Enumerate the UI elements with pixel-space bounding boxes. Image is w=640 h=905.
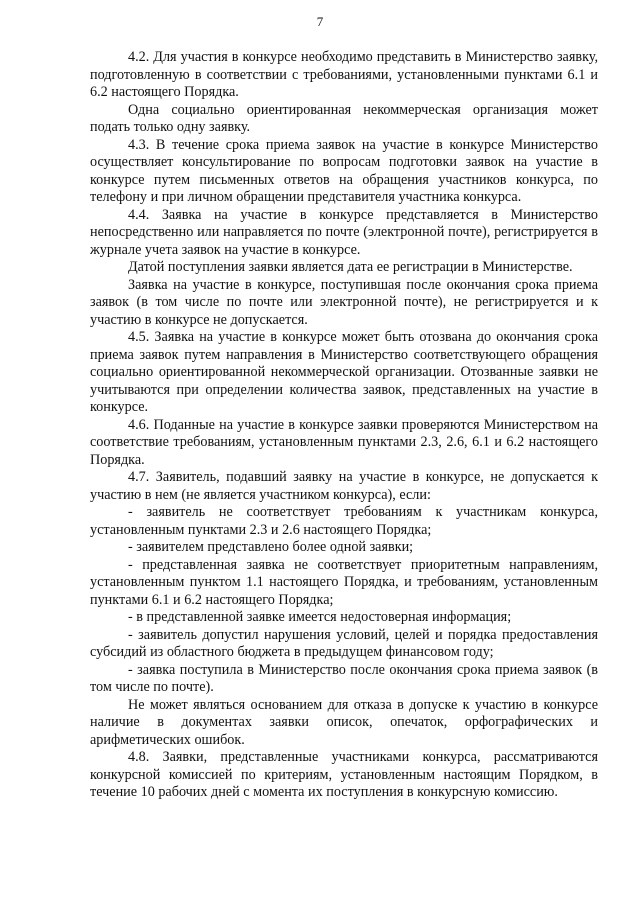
paragraph: 4.8. Заявки, представленные участниками конкурса, рассматриваются конкурсной комиссией по критериям, установленным настоящим Порядком, в течение 10 рабочих дней с момента их поступления в конкурсную комиссию. [90, 749, 598, 800]
document-body [90, 49, 598, 802]
paragraph: 4.4. Заявка на участие в конкурсе представляется в Министерство непосредственно или направляется по почте (электронной почте), регистрируется в журнале учета заявок на участие в конкурсе. [90, 206, 598, 258]
paragraph: 4.3. В течение срока приема заявок на участие в конкурсе Министерство осуществляет консультирование по вопросам подготовки заявок на участие в конкурсе путем письменных ответов на обращения участников конкурса, по телефону и при личном обращении представителя участника конкурса. [90, 136, 598, 205]
paragraph: Заявка на участие в конкурсе, поступившая после окончания срока приема заявок (в том числе по почте или электронной почте), не регистрируется и к участию в конкурсе не допускается. [90, 276, 598, 328]
paragraph: Датой поступления заявки является дата ее регистрации в Министерстве. [128, 259, 573, 275]
paragraph: 4.5. Заявка на участие в конкурсе может быть отозвана до окончания срока приема заявок путем направления в Министерство соответствующего обращения социально ориентированной некоммерческой организации. Отозванные заявки не учитываются при определении количества заявок, представленных на участие в конкурсе. [90, 329, 598, 415]
list-item: - представленная заявка не соответствует приоритетным направлениям, установленным пунктом 1.1 настоящего Порядка, и требованиям, установленным пунктами 6.1 и 6.2 настоящего Порядка; [90, 556, 598, 608]
paragraph: 4.6. Поданные на участие в конкурсе заявки проверяются Министерством на соответствие требованиям, установленным пунктами 2.3, 2.6, 6.1 и 6.2 настоящего Порядка. [90, 416, 598, 468]
list-item: - заявителем представлено более одной заявки; [128, 539, 414, 555]
list-item: - заявитель допустил нарушения условий, целей и порядка предоставления субсидий из областного бюджета в предыдущем финансовом году; [90, 626, 598, 660]
list-item: - в представленной заявке имеется недостоверная информация; [128, 609, 512, 625]
page-number: 7 [316, 14, 324, 29]
list-item: - заявитель не соответствует требованиям к участникам конкурса, установленным пунктами 2.3 и 2.6 настоящего Порядка; [90, 504, 598, 538]
paragraph: 4.7. Заявитель, подавший заявку на участие в конкурсе, не допускается к участию в нем (не является участником конкурса), если: [90, 469, 598, 503]
list-item: - заявка поступила в Министерство после окончания срока приема заявок (в том числе по почте). [90, 661, 598, 695]
paragraph: Не может являться основанием для отказа в допуске к участию в конкурсе наличие в документах заявки описок, опечаток, орфографических и арифметических ошибок. [90, 696, 598, 748]
paragraph: Одна социально ориентированная некоммерческая организация может подать только одну заявку. [90, 101, 598, 135]
paragraph: 4.2. Для участия в конкурсе необходимо представить в Министерство заявку, подготовленную в соответствии с требованиями, установленными пунктами 6.1 и 6.2 настоящего Порядка. [90, 49, 598, 100]
